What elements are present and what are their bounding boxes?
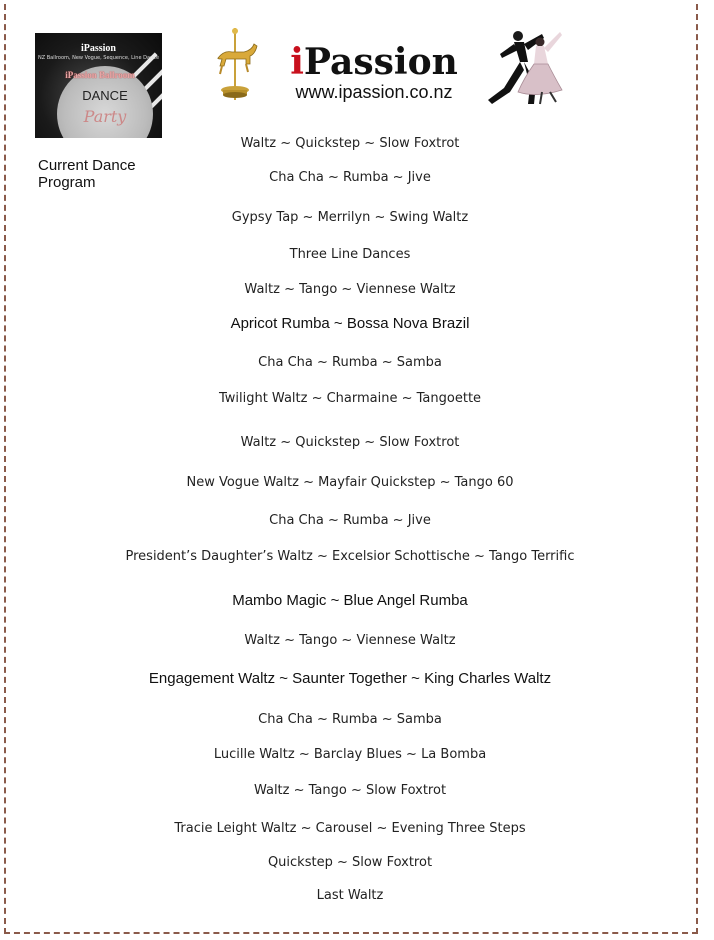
program-item: Last Waltz bbox=[316, 888, 384, 903]
current-program-title: Current Dance Program bbox=[38, 157, 136, 191]
program-item: Waltz ~ Quickstep ~ Slow Foxtrot bbox=[240, 435, 460, 450]
party-image-dance: DANCE bbox=[82, 88, 128, 103]
program-item: Mambo Magic ~ Blue Angel Rumba bbox=[232, 592, 468, 609]
program-item: Waltz ~ Tango ~ Slow Foxtrot bbox=[253, 783, 447, 798]
party-image-party: Party bbox=[83, 107, 127, 126]
program-item: Waltz ~ Tango ~ Viennese Waltz bbox=[244, 282, 456, 297]
logo-prefix: i bbox=[290, 41, 304, 83]
program-item: Engagement Waltz ~ Saunter Together ~ King Charles Waltz bbox=[148, 670, 552, 687]
logo-rest: Passion bbox=[303, 41, 458, 83]
website-url[interactable]: www.ipassion.co.nz bbox=[295, 82, 453, 102]
program-item: Quickstep ~ Slow Foxtrot bbox=[267, 855, 433, 870]
program-item: Three Line Dances bbox=[289, 247, 411, 262]
program-item: Cha Cha ~ Rumba ~ Jive bbox=[269, 513, 431, 528]
party-image-ballroom: iPassion Ballroom bbox=[65, 70, 135, 80]
program-item: Waltz ~ Quickstep ~ Slow Foxtrot bbox=[240, 136, 460, 151]
party-image-brand: iPassion bbox=[80, 43, 116, 54]
program-item: Waltz ~ Tango ~ Viennese Waltz bbox=[244, 633, 456, 648]
program-item: President’s Daughter’s Waltz ~ Excelsior Schottische ~ Tango Terrific bbox=[125, 549, 575, 564]
program-item: Cha Cha ~ Rumba ~ Samba bbox=[258, 712, 442, 727]
party-image-tagline: NZ Ballroom, New Vogue, Sequence, Line Dance bbox=[37, 55, 160, 61]
program-item: Apricot Rumba ~ Bossa Nova Brazil bbox=[230, 315, 470, 332]
program-item: Twilight Waltz ~ Charmaine ~ Tangoette bbox=[218, 391, 482, 406]
program-item: New Vogue Waltz ~ Mayfair Quickstep ~ Tango 60 bbox=[186, 475, 514, 490]
program-item: Cha Cha ~ Rumba ~ Samba bbox=[258, 355, 442, 370]
program-item: Cha Cha ~ Rumba ~ Jive bbox=[269, 170, 431, 185]
program-item: Gypsy Tap ~ Merrilyn ~ Swing Waltz bbox=[231, 210, 469, 225]
program-item: Lucille Waltz ~ Barclay Blues ~ La Bomba bbox=[213, 747, 487, 762]
program-item: Tracie Leight Waltz ~ Carousel ~ Evening Three Steps bbox=[174, 821, 526, 836]
